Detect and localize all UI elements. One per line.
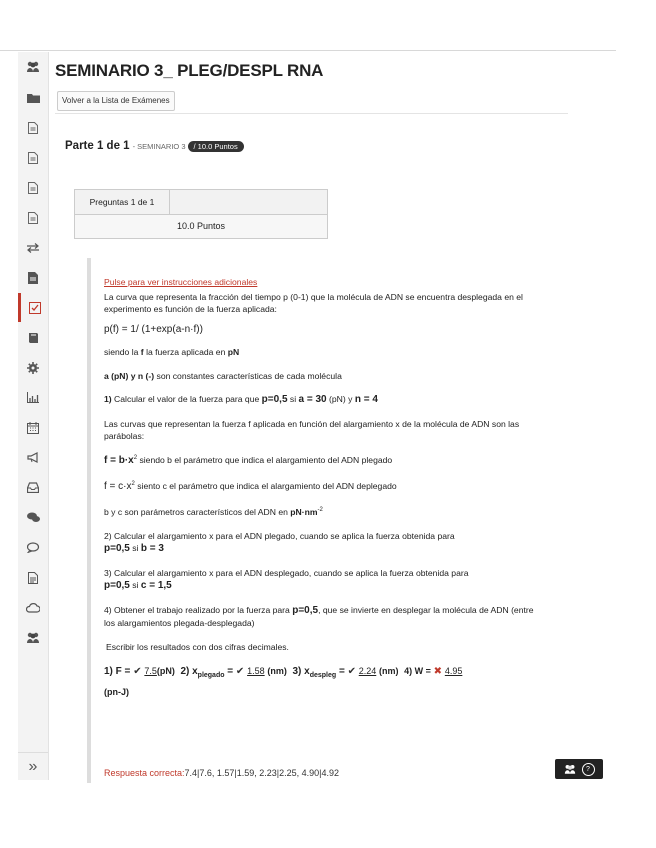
check-icon: ✔ xyxy=(347,666,356,678)
comments-icon[interactable] xyxy=(18,533,48,562)
question-content xyxy=(104,276,544,701)
inbox-icon[interactable] xyxy=(18,473,48,502)
chat-icon[interactable] xyxy=(18,503,48,532)
users-icon[interactable] xyxy=(18,52,48,81)
instructions-link[interactable]: Pulse para ver instrucciones adicionales xyxy=(104,277,258,287)
users-icon xyxy=(564,764,576,774)
question-2: 2) Calcular el alargamiento x para el ADN plegado, cuando se aplica la fuerza obtenida para p=0,5 si b = 3 xyxy=(104,530,455,555)
constants-line: a (pN) y n (-) son constantes características de cada molécula xyxy=(104,370,342,381)
answer-4-value[interactable]: 4.95 xyxy=(444,666,463,677)
answers-row: 1) F = ✔ 7.5(pN) 2) $x_{plegado}$ = ✔ 1.58 (nm) 3) $x_{despleg}$ = ✔ 2.24 (nm) 4) W = ✖ 4.95 (pn-J) xyxy=(104,666,463,698)
checklist-icon[interactable] xyxy=(18,293,48,322)
document-icon[interactable] xyxy=(18,143,48,172)
swap-icon[interactable] xyxy=(18,233,48,262)
bc-line: b y c son parámetros característicos del ADN en $pN\cdot nm^{-2}$ xyxy=(104,507,323,518)
question-points: 10.0 Puntos xyxy=(75,215,327,238)
help-button[interactable] xyxy=(555,759,603,779)
document-icon[interactable] xyxy=(18,173,48,202)
answer-2-value[interactable]: 1.58 xyxy=(247,666,265,677)
check-icon: ✔ xyxy=(235,666,245,678)
group-icon[interactable] xyxy=(18,623,48,652)
expand-sidebar-button[interactable]: » xyxy=(18,752,48,781)
header-divider xyxy=(55,113,568,114)
answer-3-value[interactable]: 2.24 xyxy=(358,666,377,677)
answer-1-value[interactable]: 7.5 xyxy=(144,666,157,677)
correct-answer-line xyxy=(104,768,339,778)
question-3: 3) Calcular el alargamiento x para el ADN desplegado, cuando se aplica la fuerza obtenida para p=0,5 si c = 1,5 xyxy=(104,567,469,592)
question-4: 4) Obtener el trabajo realizado por la fuerza para p=0,5, que se invierte en desplegar la molécula de ADN (entre los alargamientos plegada-desplegada) xyxy=(104,604,534,629)
question-count: Preguntas 1 de 1 xyxy=(75,190,170,214)
points-badge: / 10.0 Puntos xyxy=(188,141,244,152)
help-icon: ? xyxy=(582,763,595,776)
part-subtitle: - SEMINARIO 3 xyxy=(132,141,186,151)
chart-icon[interactable] xyxy=(18,383,48,412)
question-table xyxy=(74,189,328,239)
formula-p: p(f) = 1/ (1+exp(a-n·f)) xyxy=(104,323,203,335)
megaphone-icon[interactable] xyxy=(18,443,48,472)
equation-b: $f = b\cdot x^2$ siendo b el parámetro que indica el alargamiento del ADN plegado xyxy=(104,454,393,466)
check-icon: ✔ xyxy=(133,666,142,678)
file-icon[interactable] xyxy=(18,263,48,292)
curves-intro: Las curvas que representan la fuerza f aplicada en función del alargamiento x de la molécula de ADN son las parábolas: xyxy=(104,418,520,441)
back-to-exams-button[interactable]: Volver a la Lista de Exámenes xyxy=(57,91,175,111)
page-title: SEMINARIO 3_ PLEG/DESPL RNA xyxy=(55,61,324,80)
correct-answer-value: 7.4|7.6, 1.57|1.59, 2.23|2.25, 4.90|4.92 xyxy=(184,768,340,778)
part-label: Parte 1 de 1 xyxy=(65,140,130,152)
cross-icon: ✖ xyxy=(433,666,443,678)
equation-c: $f = c\cdot x^2$ siento c el parámetro que indica el alargamiento del ADN deplegado xyxy=(104,480,397,492)
gear-icon[interactable] xyxy=(18,353,48,382)
calendar-icon[interactable] xyxy=(18,413,48,442)
siendo-line: siendo la f la fuerza aplicada en pN xyxy=(104,347,240,357)
top-divider xyxy=(0,50,616,51)
question-1: 1) Calcular el valor de la fuerza para que p=0,5 si a = 30 (pN) y n = 4 xyxy=(104,394,378,405)
part-header xyxy=(65,140,244,152)
report-icon[interactable] xyxy=(18,563,48,592)
book-icon[interactable] xyxy=(18,323,48,352)
sidebar xyxy=(18,52,49,780)
document-icon[interactable] xyxy=(18,113,48,142)
cloud-icon[interactable] xyxy=(18,593,48,622)
decimals-note: Escribir los resultados con dos cifras decimales. xyxy=(106,641,289,652)
intro-text: La curva que representa la fracción del tiempo p (0-1) que la molécula de ADN se encuentra desplegada en el experimento es función de la fuerza aplicada: xyxy=(104,291,523,314)
document-icon[interactable] xyxy=(18,203,48,232)
folder-icon[interactable] xyxy=(18,83,48,112)
correct-answer-label: Respuesta correcta: xyxy=(104,768,185,778)
